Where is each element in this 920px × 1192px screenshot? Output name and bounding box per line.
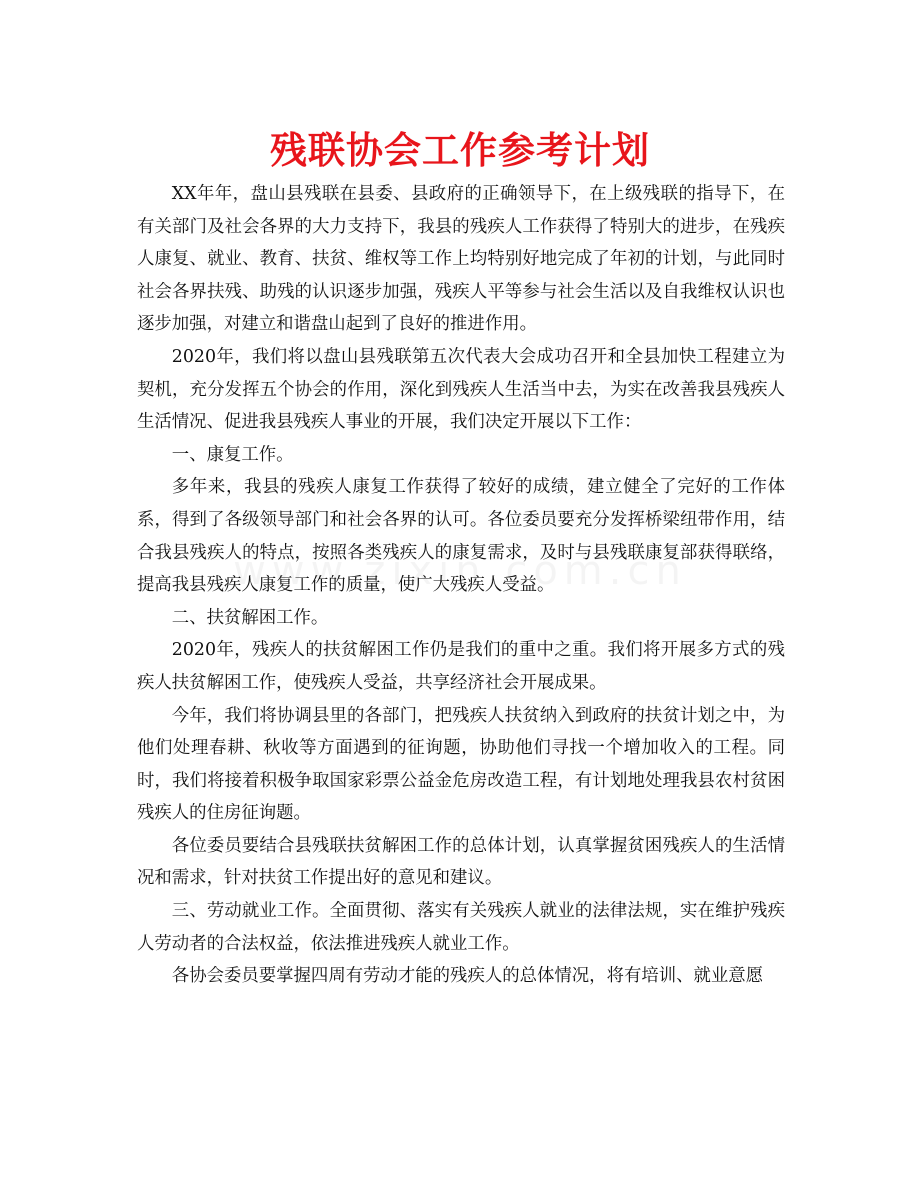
paragraph: 2020年，我们将以盘山县残联第五次代表大会成功召开和全县加快工程建立为契机，充分发挥五个协会的作用，深化到残疾人生活当中去，为实在改善我县残疾人生活情况、促进我县残疾人事业的开展，我们决定开展以下工作： xyxy=(137,346,785,433)
paragraph: 多年来，我县的残疾人康复工作获得了较好的成绩，建立健全了完好的工作体系，得到了各级领导部门和社会各界的认可。各位委员要充分发挥桥梁纽带作用，结合我县残疾人的特点，按照各类残疾人的康复需求，及时与县残联康复部获得联络，提高我县残疾人康复工作的质量，使广大残疾人受益。 xyxy=(137,477,785,596)
paragraph: 各协会委员要掌握四周有劳动才能的残疾人的总体情况，将有培训、就业意愿 xyxy=(171,966,764,987)
paragraph: 2020年，残疾人的扶贫解困工作仍是我们的重中之重。我们将开展多方式的残疾人扶贫解困工作，使残疾人受益，共享经济社会开展成果。 xyxy=(137,640,785,693)
document-body xyxy=(137,178,785,993)
section-heading: 二、扶贫解困工作。 xyxy=(171,607,329,628)
paragraph: 三、劳动就业工作。全面贯彻、落实有关残疾人就业的法律法规，实在维护残疾人劳动者的合法权益，依法推进残疾人就业工作。 xyxy=(137,901,785,954)
paragraph: 各位委员要结合县残联扶贫解困工作的总体计划，认真掌握贫困残疾人的生活情况和需求，针对扶贫工作提出好的意见和建议。 xyxy=(137,835,785,889)
document-title: 残联协会工作参考计划 xyxy=(270,128,650,172)
paragraph: XX年年，盘山县残联在县委、县政府的正确领导下，在上级残联的指导下，在有关部门及社会各界的大力支持下，我县的残疾人工作获得了特别大的进步，在残疾人康复、就业、教育、扶贫、维权等工作上均特别好地完成了年初的计划，与此同时社会各界扶残、助残的认识逐步加强，残疾人平等参与社会生活以及自我维权认识也逐步加强，对建立和谐盘山起到了良好的推进作用。 xyxy=(137,184,785,335)
paragraph: 今年，我们将协调县里的各部门，把残疾人扶贫纳入到政府的扶贫计划之中，为他们处理春耕、秋收等方面遇到的征询题，协助他们寻找一个增加收入的工程。同时，我们将接着积极争取国家彩票公益金危房改造工程，有计划地处理我县农村贫困残疾人的住房征询题。 xyxy=(137,705,785,824)
section-heading: 一、康复工作。 xyxy=(171,444,294,465)
